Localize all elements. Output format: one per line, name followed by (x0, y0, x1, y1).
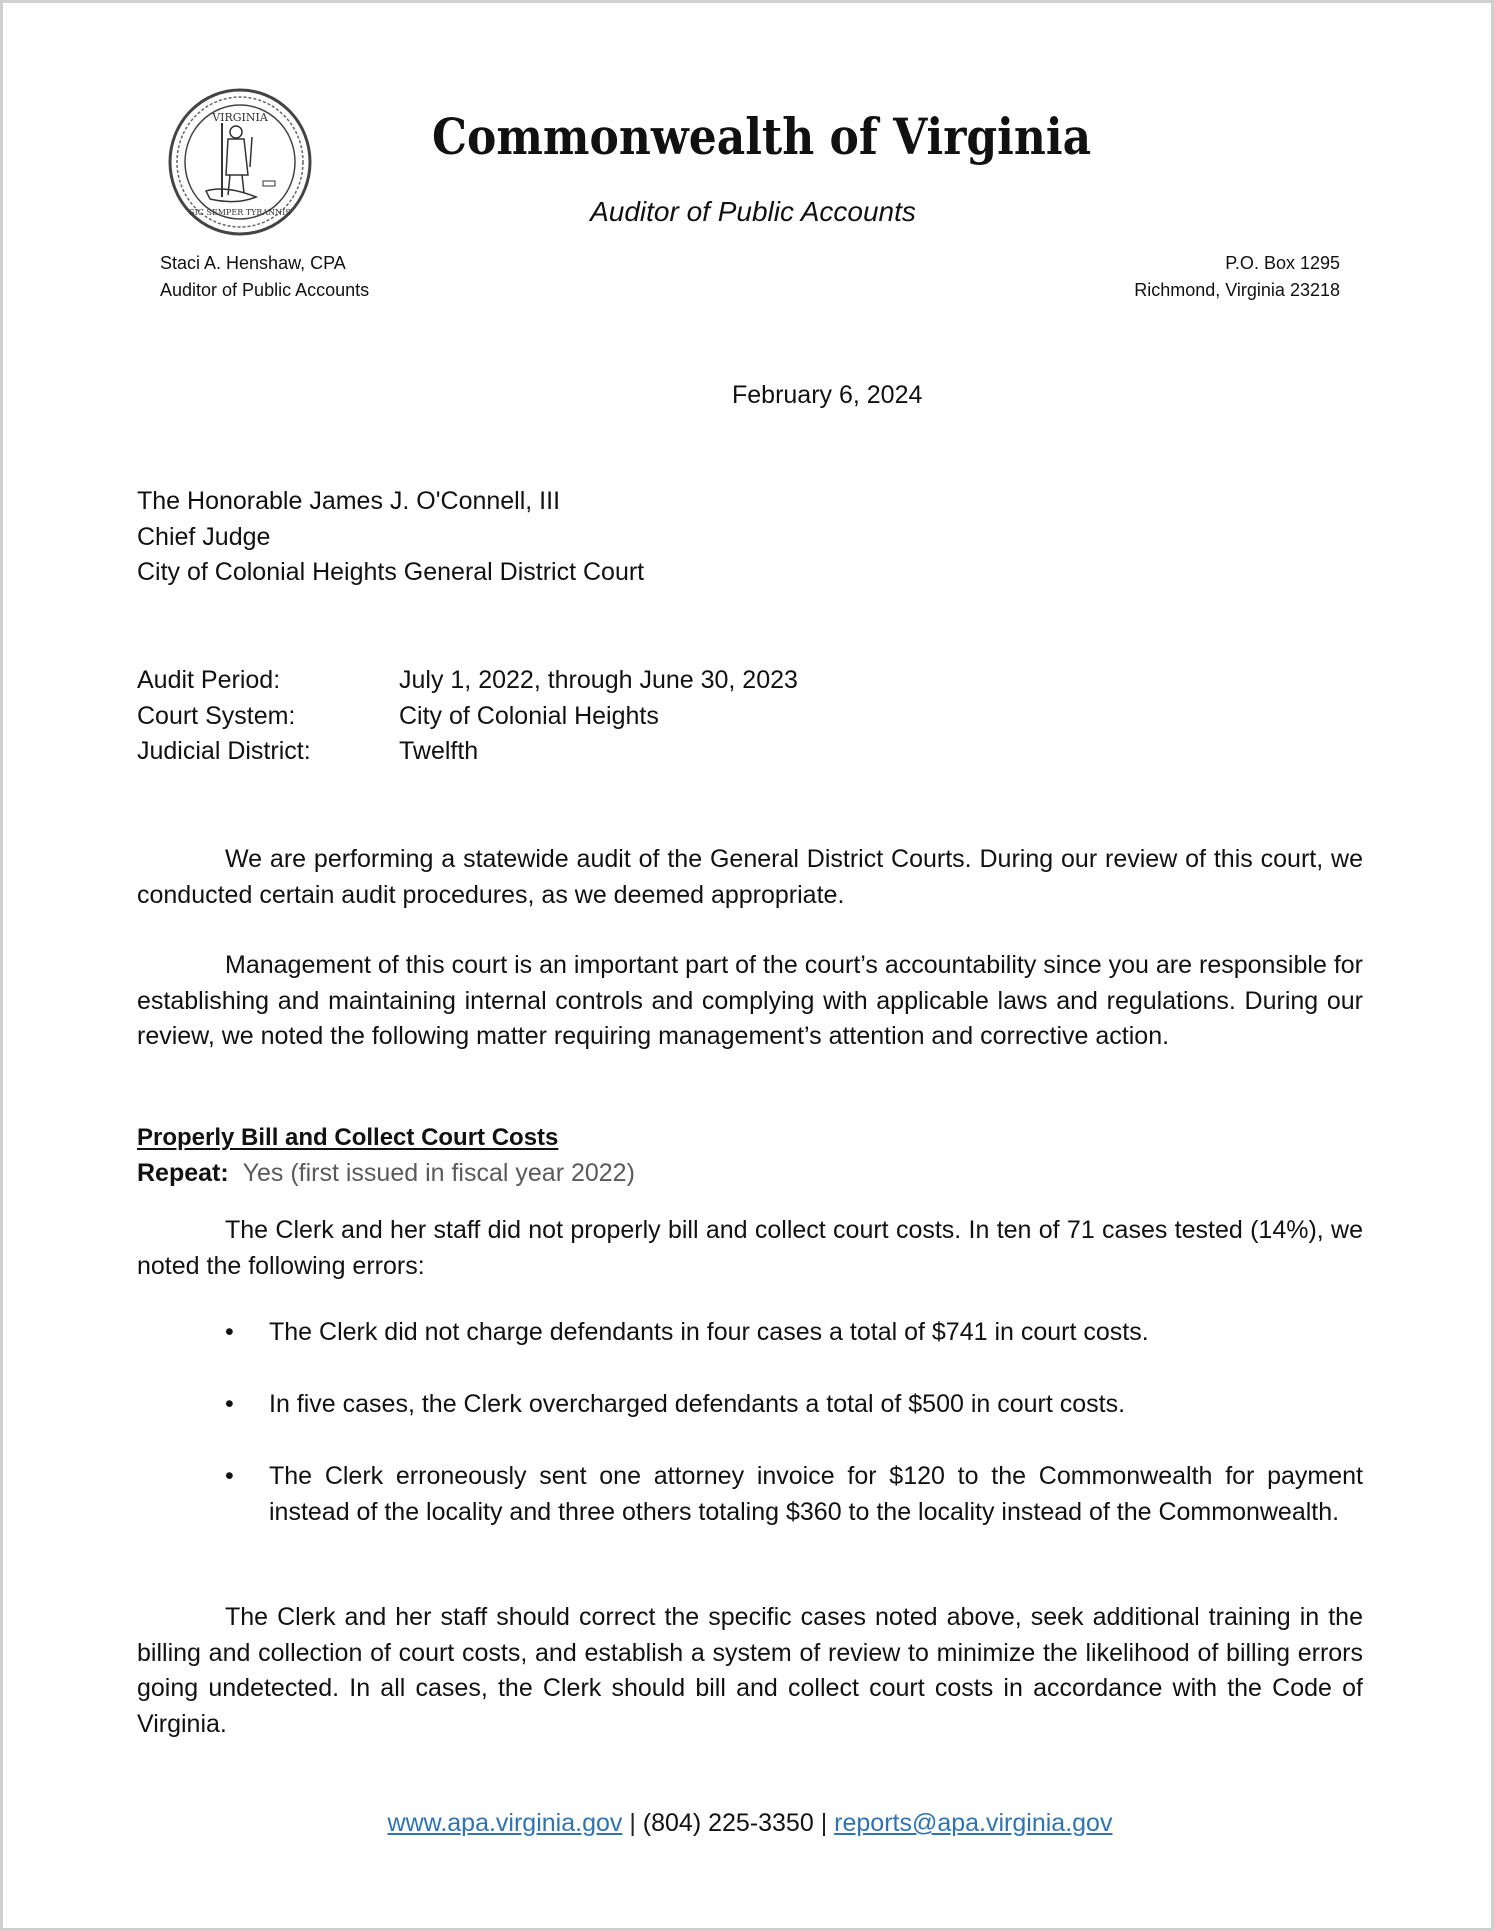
bullet-icon: • (225, 1390, 234, 1418)
letterhead-title: Commonwealth of Virginia (432, 107, 1092, 166)
letter-date: February 6, 2024 (732, 381, 923, 409)
svg-text:VIRGINIA: VIRGINIA (212, 111, 268, 124)
addressee-block (137, 484, 644, 591)
virginia-seal-icon (166, 87, 314, 237)
addressee-title: Chief Judge (137, 522, 271, 551)
footer (303, 1809, 1197, 1838)
recommendation-paragraph (137, 1600, 1363, 1742)
mailing-address (1040, 250, 1340, 304)
auditor-name: Staci A. Henshaw, CPA (160, 253, 346, 273)
auditor-block (160, 250, 369, 304)
intro-text: We are performing a statewide audit of the General District Courts. During our review of this court, we conducted certain audit procedures, as we deemed appropriate. (137, 845, 1363, 909)
management-paragraph (137, 948, 1363, 1055)
audit-info-value: Twelfth (399, 737, 479, 765)
finding-summary-paragraph (137, 1213, 1363, 1284)
address-line-1: P.O. Box 1295 (1225, 253, 1340, 273)
letter-page (3, 3, 1491, 1928)
bullet-icon: • (225, 1462, 234, 1490)
intro-paragraph (137, 842, 1363, 913)
finding-summary-text: The Clerk and her staff did not properly bill and collect court costs. In ten of 71 cases tested (14%), we noted the following errors: (137, 1216, 1363, 1280)
repeat-label: Repeat: (137, 1159, 229, 1187)
address-line-2: Richmond, Virginia 23218 (1134, 280, 1340, 300)
footer-separator: | (820, 1809, 828, 1837)
footer-phone: (804) 225-3350 (642, 1809, 814, 1837)
bullet-text: The Clerk erroneously sent one attorney invoice for $120 to the Commonwealth for payment instead of the locality and three others totaling $360 to the locality instead of the Commonwealth. (269, 1462, 1363, 1526)
audit-info-label: Court System: (137, 701, 296, 730)
finding-heading: Properly Bill and Collect Court Costs (137, 1124, 559, 1151)
audit-info-row (137, 663, 798, 699)
repeat-line (137, 1159, 635, 1188)
footer-separator: | (629, 1809, 636, 1837)
audit-info-value: July 1, 2022, through June 30, 2023 (399, 666, 798, 694)
audit-info-row (137, 699, 798, 735)
audit-info-value: City of Colonial Heights (399, 701, 659, 730)
bullet-text: In five cases, the Clerk overcharged defendants a total of $500 in court costs. (269, 1390, 1126, 1418)
bullet-text: The Clerk did not charge defendants in four cases a total of $741 in court costs. (269, 1318, 1149, 1346)
audit-info-table (137, 663, 798, 770)
addressee-court: City of Colonial Heights General District Court (137, 558, 645, 586)
auditor-title: Auditor of Public Accounts (160, 280, 370, 300)
management-text: Management of this court is an important part of the court’s accountability since you are responsible for establishing and maintaining internal controls and complying with applicable laws and regulations. During our review, we noted the following matter requiring management’s attention and corrective action. (137, 951, 1363, 1050)
svg-text:SIC SEMPER TYRANNIS: SIC SEMPER TYRANNIS (189, 208, 291, 217)
repeat-value: Yes (first issued in fiscal year 2022) (242, 1159, 635, 1187)
website-link[interactable]: www.apa.virginia.gov (387, 1809, 623, 1837)
letterhead-subtitle: Auditor of Public Accounts (590, 196, 916, 227)
audit-info-row (137, 734, 798, 770)
addressee-name: The Honorable James J. O'Connell, III (137, 487, 561, 515)
audit-info-label: Audit Period: (137, 666, 281, 694)
recommendation-text: The Clerk and her staff should correct the specific cases noted above, seek additional training in the billing and collection of court costs, and establish a system of review to minimize the likelihood of billing errors going undetected. In all cases, the Clerk should bill and collect court costs in accordance with the Code of Virginia. (137, 1603, 1363, 1738)
email-link[interactable]: reports@apa.virginia.gov (834, 1809, 1113, 1837)
audit-info-label: Judicial District: (137, 737, 311, 765)
bullet-icon: • (225, 1318, 234, 1346)
